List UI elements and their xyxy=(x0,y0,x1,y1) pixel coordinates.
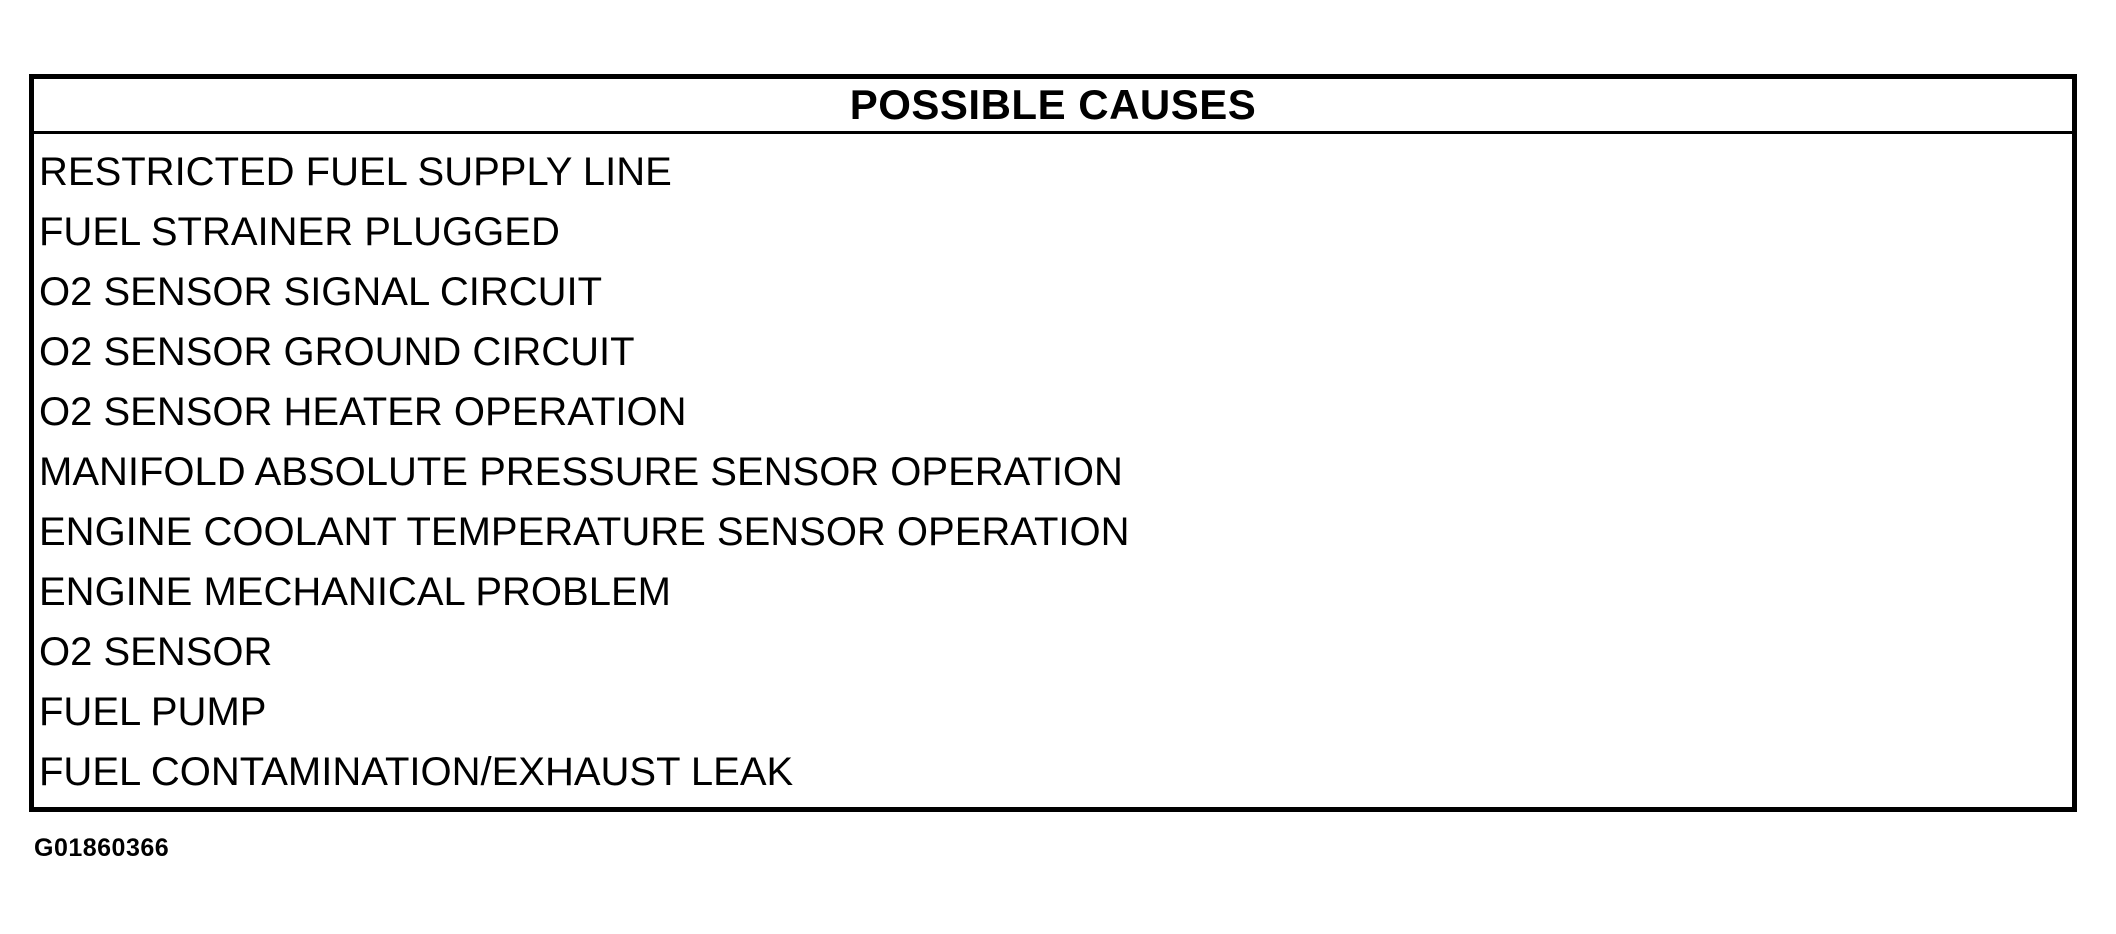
cause-row: FUEL PUMP xyxy=(39,690,267,734)
cause-row: RESTRICTED FUEL SUPPLY LINE xyxy=(39,150,672,194)
cause-row: MANIFOLD ABSOLUTE PRESSURE SENSOR OPERATION xyxy=(39,450,1123,494)
cause-row: FUEL STRAINER PLUGGED xyxy=(39,210,560,254)
cause-row: O2 SENSOR HEATER OPERATION xyxy=(39,390,687,434)
possible-causes-table xyxy=(29,74,2077,812)
table-header-row xyxy=(34,79,2072,134)
cause-row: O2 SENSOR xyxy=(39,630,273,674)
figure-id-label: G01860366 xyxy=(34,834,170,862)
cause-row: FUEL CONTAMINATION/EXHAUST LEAK xyxy=(39,750,794,794)
table-title: POSSIBLE CAUSES xyxy=(849,81,1257,128)
cause-row: O2 SENSOR SIGNAL CIRCUIT xyxy=(39,270,603,314)
causes-list xyxy=(34,134,2072,802)
cause-row: O2 SENSOR GROUND CIRCUIT xyxy=(39,330,635,374)
cause-row: ENGINE MECHANICAL PROBLEM xyxy=(39,570,671,614)
cause-row: ENGINE COOLANT TEMPERATURE SENSOR OPERATION xyxy=(39,510,1130,554)
